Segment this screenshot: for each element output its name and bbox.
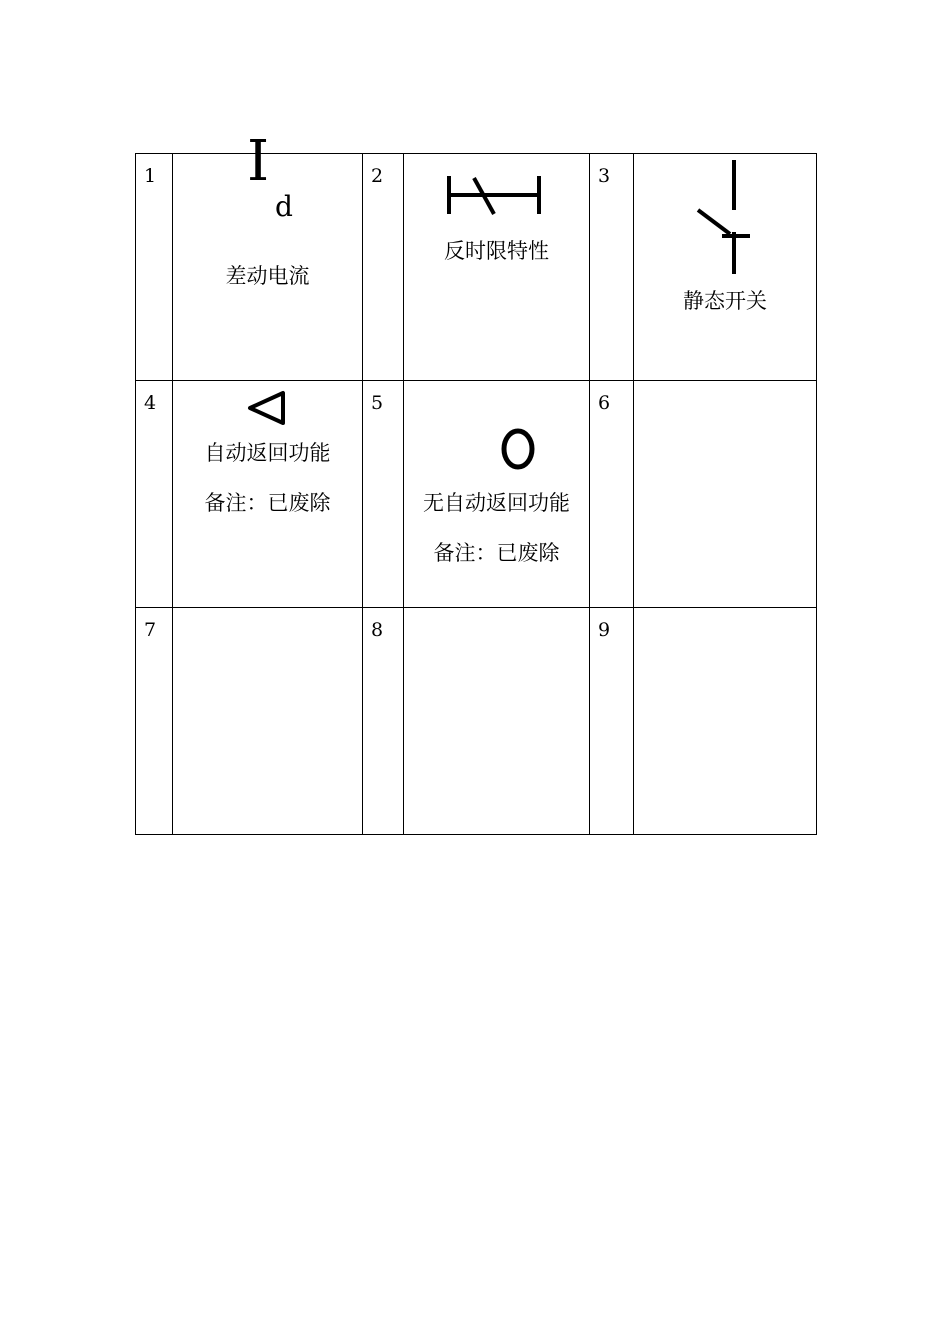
- table-row: [136, 154, 817, 381]
- circle-icon: [500, 427, 536, 471]
- table-row: [136, 381, 817, 608]
- triangle-icon: [245, 387, 289, 427]
- symbol-cell: [173, 381, 363, 608]
- inverse-time-icon: [444, 172, 544, 218]
- cell-number: 8: [363, 608, 404, 835]
- empty-cell: [173, 608, 363, 835]
- note-text: 备注：已废除: [433, 541, 560, 565]
- cell-number: 2: [363, 154, 404, 381]
- symbol-cell: [634, 154, 817, 381]
- table-row: [136, 608, 817, 835]
- symbol-label: 无自动返回功能: [423, 491, 570, 515]
- cell-number: 4: [136, 381, 173, 608]
- empty-cell: [634, 608, 817, 835]
- empty-cell: [634, 381, 817, 608]
- cell-number: 6: [590, 381, 634, 608]
- symbol-label: 反时限特性: [444, 239, 549, 263]
- symbol-cell: [404, 154, 590, 381]
- symbol-cell: [404, 381, 590, 608]
- symbol-cell: [173, 129, 363, 381]
- symbol-label: 差动电流: [225, 264, 310, 288]
- cell-number: 3: [590, 154, 634, 381]
- differential-current-icon: I: [247, 129, 270, 194]
- differential-current-subscript: d: [275, 190, 293, 223]
- cell-number: 7: [136, 608, 173, 835]
- static-switch-icon: [694, 156, 754, 276]
- note-text: 备注：已废除: [204, 491, 331, 515]
- cell-number: 9: [590, 608, 634, 835]
- symbol-label: 自动返回功能: [204, 441, 331, 465]
- symbol-label: 静态开关: [683, 289, 767, 313]
- empty-cell: [404, 608, 590, 835]
- cell-number: 1: [136, 154, 173, 381]
- cell-number: 5: [363, 381, 404, 608]
- symbol-table: [135, 129, 817, 835]
